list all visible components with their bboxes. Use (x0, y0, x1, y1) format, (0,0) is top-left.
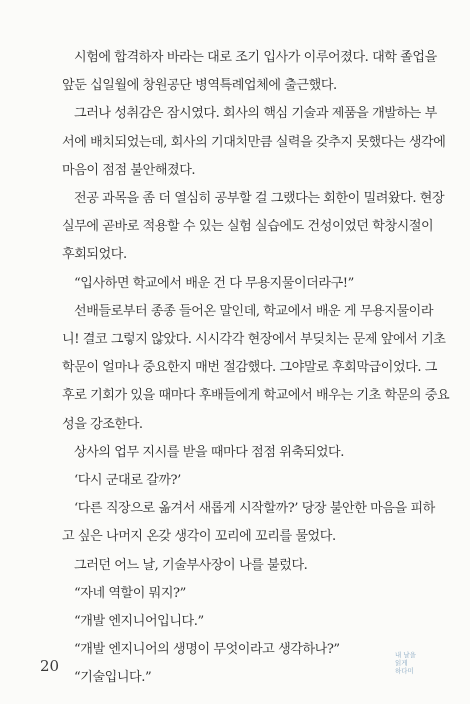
paragraph-1 (62, 44, 446, 100)
text-line: 전공 과목을 좀 더 열심히 공부할 걸 그랬다는 회한이 밀려왔다. 현장 (74, 191, 445, 207)
text-line: ‘다른 직장으로 옮겨서 새롭게 시작할까?’ 당장 불안한 마음을 피하 (74, 501, 435, 517)
paragraph-12 (62, 636, 446, 664)
text-line: “자네 역할이 뭐지?” (74, 585, 186, 601)
body-text (62, 44, 450, 693)
text-line: “개발 엔지니어입니다.” (74, 614, 204, 630)
text-line: 후로 기회가 있을 때마다 후배들에게 학교에서 배우는 기초 학문의 중요 (62, 388, 450, 404)
paragraph-13 (62, 664, 446, 692)
text-line: 시험에 합격하자 바라는 대로 조기 입사가 이루어졌다. 대학 졸업을 (74, 50, 437, 65)
paragraph-11 (62, 608, 446, 636)
text-line: “입사하면 학교에서 배운 건 다 무용지물이더라구!” (74, 275, 354, 291)
paragraph-4 (62, 270, 446, 298)
text-line: 후회되었다. (62, 247, 127, 263)
text-line: “기술입니다.” (74, 670, 152, 686)
running-head (395, 651, 435, 675)
text-line: 마음이 점점 불안해졌다. (62, 162, 196, 178)
paragraph-10 (62, 580, 446, 608)
text-line: 고 싶은 나머지 온갖 생각이 꼬리에 꼬리를 물었다. (62, 529, 336, 545)
text-line: ‘다시 군대로 갈까?’ (74, 473, 181, 489)
text-line: 앞둔 십일월에 창원공단 병역특례업체에 출근했다. (62, 78, 337, 94)
paragraph-3 (62, 185, 446, 270)
text-line: 그러던 어느 날, 기술부사장이 나를 불렀다. (74, 557, 308, 573)
text-line: “개발 엔지니어의 생명이 무엇이라고 생각하나?” (74, 642, 340, 658)
paragraph-2 (62, 100, 446, 185)
text-line: 학문이 얼마나 중요한지 매번 절감했다. 그야말로 후회막급이었다. 그 (62, 360, 437, 376)
text-line: 성을 강조한다. (62, 416, 143, 432)
paragraph-8 (62, 495, 446, 551)
text-line: 상사의 업무 지시를 받을 때마다 점점 위축되었다. (74, 444, 344, 460)
page-number: 20 (40, 657, 60, 675)
running-head-line: 읽게 (395, 659, 408, 667)
text-line: 실무에 곧바로 적용할 수 있는 실험 실습에도 건성이었던 학창시절이 (62, 219, 434, 235)
paragraph-6 (62, 439, 446, 467)
running-head-line: 내 날을 (395, 651, 416, 659)
running-head-line: 하다미 (395, 667, 414, 675)
paragraph-9 (62, 552, 446, 580)
paragraph-5 (62, 298, 450, 439)
text-line: 서에 배치되었는데, 회사의 기대치만큼 실력을 갖추지 못했다는 생각에 (62, 134, 446, 150)
paragraph-7 (62, 467, 446, 495)
text-line: 선배들로부터 종종 들어온 말인데, 학교에서 배운 게 무용지물이라 (74, 303, 434, 319)
text-line: 그러나 성취감은 잠시였다. 회사의 핵심 기술과 제품을 개발하는 부 (74, 106, 437, 122)
text-line: 니! 결코 그렇지 않았다. 시시각각 현장에서 부딪치는 문제 앞에서 기초 (62, 332, 446, 348)
